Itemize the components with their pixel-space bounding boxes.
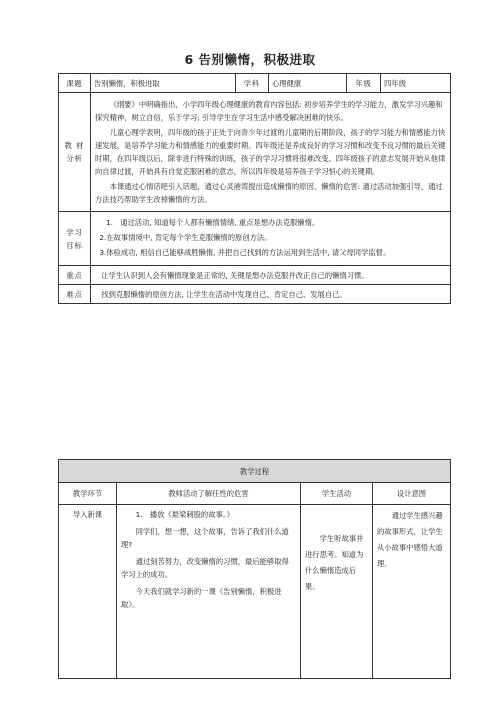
col-header-student: 学生活动 [301, 483, 373, 505]
teaching-process-table [58, 459, 451, 679]
key-point-value: 让学生认识到人会有懒惰现象是正常的, 关键是想办法克服并改正自己的懒惰习惯。 [91, 266, 451, 285]
difficulty-value: 找到克服懒惰的原创方法, 让学生在活动中发现自己、肯定自己、发展自己。 [91, 285, 451, 304]
analysis-row [59, 93, 451, 212]
col-header-teacher: 教师活动了解任性的危害 [117, 483, 301, 505]
analysis-paragraph: 《纲要》中明确指出，小学四年级心理健康的教育内容包括: 初步培养学生的学习能力，激发学习兴趣和探究精神，树立自信，乐于学习; 引导学生在学习生活中感受解决困难的快乐。 [95, 100, 443, 122]
objective-item: 3.体验成功, 相信自己能够战胜懒惰, 并把自己找到的方法运用到生活中, 请父母同学监督。 [99, 248, 391, 257]
objective-item: 1. 通过活动, 知道每个人都有懒惰情绪, 重点是想办法克服懒惰。 [105, 218, 320, 227]
analysis-content [91, 93, 451, 212]
objectives-row [59, 212, 451, 266]
process-header-row [59, 483, 451, 505]
teacher-activity-item: 1. 播放《悬梁刺股的故事。》 [135, 510, 234, 519]
teacher-activity-item: 同学们，想一想，这个故事，告诉了我们什么道理? [121, 527, 289, 549]
topic-label: 课题 [59, 74, 91, 93]
difficulty-row [59, 285, 451, 304]
key-point-label: 重点 [59, 266, 91, 285]
teacher-activity-item: 今天我们就学习新的一课《告别懒惰，积极进取》。 [121, 587, 282, 609]
col-header-intent: 设计意图 [373, 483, 451, 505]
analysis-label: 教 材 分析 [59, 93, 91, 212]
student-activity-cell: 学生听故事并进行思考。知道为什么懒惰造成后果。 [301, 505, 373, 679]
stage-cell: 导入新课 [59, 505, 117, 679]
grade-label: 年级 [347, 74, 381, 93]
page-title: 6 告别懒惰，积极进取 [184, 52, 316, 67]
objectives-label: 学习 目标 [59, 212, 91, 266]
col-header-stage: 教学环节 [59, 483, 117, 505]
topic-value: 告别懒惰，积极进取 [91, 74, 236, 93]
subject-label: 学科 [236, 74, 269, 93]
teacher-activity-item: 通过刻苦努力，改变懒惰的习惯，最后能够取得学习上的成功。 [121, 557, 289, 579]
subject-value: 心理健康 [269, 74, 347, 93]
objective-item: 2.在故事情境中, 肯定每个学生克服懒惰的原创方法。 [99, 233, 272, 242]
teacher-activity-cell [117, 505, 301, 679]
header-row [59, 74, 451, 93]
objectives-content [91, 212, 451, 266]
design-intent-cell: 通过学生感兴趣的故事形式，让学生从小故事中感悟大道理。 [373, 505, 451, 679]
analysis-paragraph: 儿童心理学表明，四年级的孩子正处于向青少年过渡的儿童期的后期阶段，孩子的学习能力和情感能力快速发展，是培养学习能力和情感能力的重要时期。四年级还是养成良好的学习习惯和改变不良习惯的最后关键时期，在四年级以后，除非进行特殊的训练，孩子的学习习惯将很难改变。四年级孩子的意志发展开始从他律向自律过渡，开始具有自觉克服困难的意志，所以四年级是培养孩子学习恒心的关键期。 [95, 128, 446, 176]
process-row [59, 505, 451, 679]
key-point-row [59, 266, 451, 285]
analysis-paragraph: 本课通过心情话吧引入话题，通过心灵港湾提出造成懒惰的原因、懒惰的危害: 通过活动加强引导，通过方法技巧帮助学生改掉懒惰的方法。 [95, 182, 443, 204]
process-title-row [59, 460, 451, 483]
lesson-info-table [58, 73, 451, 304]
grade-value: 四年级 [381, 74, 451, 93]
process-section-title: 教学过程 [59, 460, 451, 483]
difficulty-label: 难点 [59, 285, 91, 304]
